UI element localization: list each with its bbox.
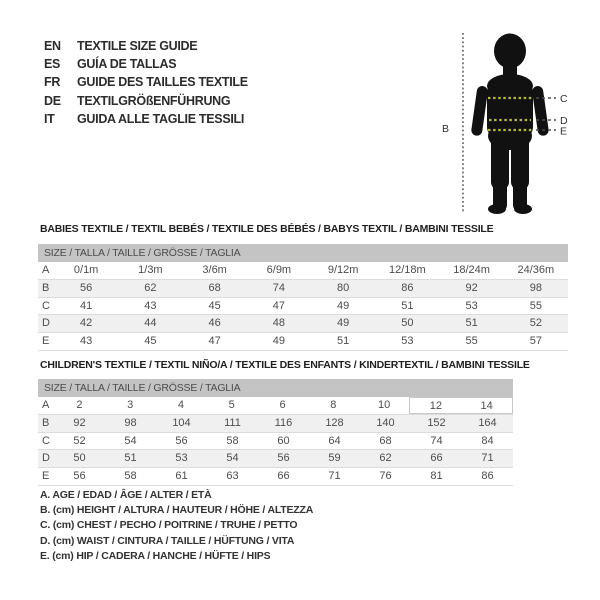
row-label: D (42, 452, 50, 465)
table-cell: 12 (409, 397, 461, 414)
table-cell: 43 (80, 335, 93, 348)
table-cell: 152 (427, 416, 446, 429)
table-cell: 56 (73, 470, 86, 483)
child-figure-svg (430, 12, 590, 227)
table-cell: 50 (73, 452, 86, 465)
table-row (38, 433, 513, 451)
table-cell: 53 (401, 335, 414, 348)
table-cell: 61 (175, 470, 188, 483)
table-cell: 45 (144, 335, 157, 348)
table-cell: 68 (379, 434, 392, 447)
table-cell: 12/18m (389, 264, 426, 276)
table-cell: 68 (208, 281, 221, 294)
table-cell: 128 (325, 416, 344, 429)
table-cell: 98 (124, 416, 137, 429)
table-cell: 1/3m (138, 264, 163, 276)
language-row (44, 37, 248, 55)
measurement-legend (40, 487, 313, 563)
table-row (38, 280, 568, 298)
table-cell: 41 (80, 299, 93, 312)
table-cell: 81 (430, 470, 443, 483)
table-cell: 54 (226, 452, 239, 465)
table-cell: 56 (80, 281, 93, 294)
children-section-title: CHILDREN'S TEXTILE / TEXTIL NIÑO/A / TEXTILE DES ENFANTS / KINDERTEXTIL / BAMBINI TESSILE (40, 359, 530, 371)
table-row (38, 298, 568, 316)
table-cell: 52 (529, 317, 542, 330)
child-silhouette (471, 34, 550, 215)
language-row (44, 92, 248, 110)
table-cell: 55 (529, 299, 542, 312)
table-cell: 5 (228, 399, 235, 411)
legend-item: B. (cm) HEIGHT / ALTURA / HAUTEUR / HÖHE / ALTEZZA (40, 503, 314, 516)
row-label: E (42, 470, 50, 483)
table-cell: 51 (465, 317, 478, 330)
table-cell: 53 (465, 299, 478, 312)
row-label: A (42, 399, 50, 411)
language-code: FR (44, 75, 61, 90)
child-figure (430, 12, 590, 227)
waist-label: D (560, 115, 568, 127)
language-title: TEXTILE SIZE GUIDE (77, 39, 198, 54)
language-title: GUIDE DES TAILLES TEXTILE (77, 75, 248, 90)
table-cell: 63 (226, 470, 239, 483)
babies-table (38, 262, 568, 351)
table-cell: 74 (430, 434, 443, 447)
table-cell: 71 (328, 470, 341, 483)
language-row (44, 73, 248, 91)
table-cell: 3/6m (202, 264, 227, 276)
table-cell: 62 (144, 281, 157, 294)
table-cell: 164 (478, 416, 497, 429)
table-cell: 59 (328, 452, 341, 465)
table-cell: 3 (127, 399, 134, 411)
table-cell: 8 (330, 399, 337, 411)
table-cell: 6/9m (266, 264, 292, 276)
table-cell: 9/12m (327, 264, 359, 276)
table-cell: 44 (144, 317, 157, 330)
table-cell: 66 (277, 470, 290, 483)
table-cell: 46 (208, 317, 221, 330)
table-cell: 50 (401, 317, 414, 330)
table-cell: 53 (175, 452, 188, 465)
language-title-list (44, 37, 248, 128)
babies-section-title: BABIES TEXTILE / TEXTIL BEBÉS / TEXTILE DES BÉBÉS / BABYS TEXTIL / BAMBINI TESSILE (40, 223, 494, 235)
table-cell: 0/1m (73, 264, 99, 276)
language-code: DE (44, 93, 61, 108)
language-title: TEXTILGRÖßENFÜHRUNG (77, 93, 231, 108)
table-row (38, 468, 513, 486)
table-cell: 80 (337, 281, 350, 294)
table-row (38, 397, 513, 415)
table-cell: 10 (377, 399, 391, 411)
table-cell: 74 (272, 281, 285, 294)
table-cell: 54 (124, 434, 137, 447)
table-cell: 47 (208, 335, 221, 348)
row-label: D (42, 317, 50, 330)
table-cell: 71 (481, 452, 494, 465)
table-cell: 56 (277, 452, 290, 465)
table-cell: 42 (80, 317, 93, 330)
language-title: GUIDA ALLE TAGLIE TESSILI (77, 111, 245, 126)
table-cell: 52 (73, 434, 86, 447)
legend-item: E. (cm) HIP / CADERA / HANCHE / HÜFTE / HIPS (40, 549, 271, 562)
table-row (38, 333, 568, 351)
babies-size-header: SIZE / TALLA / TAILLE / GRÖSSE / TAGLIA (38, 244, 568, 262)
table-cell: 84 (481, 434, 494, 447)
children-table (38, 397, 513, 486)
table-cell: 76 (379, 470, 392, 483)
table-cell: 6 (279, 399, 286, 411)
table-cell: 49 (337, 299, 350, 312)
legend-item: C. (cm) CHEST / PECHO / POITRINE / TRUHE / PETTO (40, 519, 298, 532)
table-cell: 56 (175, 434, 188, 447)
table-cell: 86 (481, 470, 494, 483)
table-cell: 62 (379, 452, 392, 465)
row-label: C (42, 299, 50, 312)
table-cell: 51 (337, 335, 350, 348)
table-cell: 98 (529, 281, 542, 294)
row-label: C (42, 434, 50, 447)
table-cell: 51 (124, 452, 137, 465)
table-cell: 49 (337, 317, 350, 330)
table-cell: 47 (272, 299, 285, 312)
table-cell: 4 (177, 399, 185, 411)
row-label: A (42, 264, 50, 276)
table-cell: 45 (208, 299, 221, 312)
table-row (38, 415, 513, 433)
table-cell: 64 (328, 434, 341, 447)
table-cell: 58 (124, 470, 137, 483)
language-title: GUÍA DE TALLAS (77, 57, 177, 72)
language-code: IT (44, 111, 55, 126)
table-cell: 48 (272, 317, 285, 330)
table-cell: 2 (76, 399, 83, 411)
table-cell: 116 (274, 416, 293, 429)
table-cell: 86 (401, 281, 414, 294)
table-cell: 49 (272, 335, 285, 348)
children-size-header: SIZE / TALLA / TAILLE / GRÖSSE / TAGLIA (38, 379, 513, 397)
language-code: EN (44, 39, 61, 54)
legend-item: A. AGE / EDAD / ÂGE / ALTER / ETÀ (40, 488, 212, 501)
language-code: ES (44, 57, 61, 72)
table-cell: 55 (465, 335, 478, 348)
table-cell: 57 (529, 335, 542, 348)
row-label: B (42, 416, 50, 429)
table-cell: 24/36m (517, 264, 555, 276)
table-cell: 18/24m (453, 264, 490, 276)
table-cell: 140 (376, 416, 395, 429)
table-cell: 43 (144, 299, 157, 312)
table-cell: 92 (465, 281, 478, 294)
table-cell: 51 (401, 299, 414, 312)
table-row (38, 262, 568, 280)
height-label: B (442, 123, 450, 135)
table-row (38, 450, 513, 468)
legend-item: D. (cm) WAIST / CINTURA / TAILLE / HÜFTUNG / VITA (40, 534, 295, 547)
language-row (44, 110, 248, 128)
table-cell: 92 (73, 416, 86, 429)
table-cell: 60 (277, 434, 290, 447)
table-cell: 66 (430, 452, 443, 465)
table-cell: 14 (461, 397, 513, 414)
row-label: B (42, 281, 50, 294)
table-row (38, 315, 568, 333)
table-cell: 104 (172, 416, 191, 429)
table-cell: 58 (226, 434, 239, 447)
chest-label: C (560, 93, 568, 105)
language-row (44, 55, 248, 73)
hip-label: E (560, 125, 568, 138)
table-cell: 111 (224, 416, 241, 429)
row-label: E (42, 335, 50, 348)
